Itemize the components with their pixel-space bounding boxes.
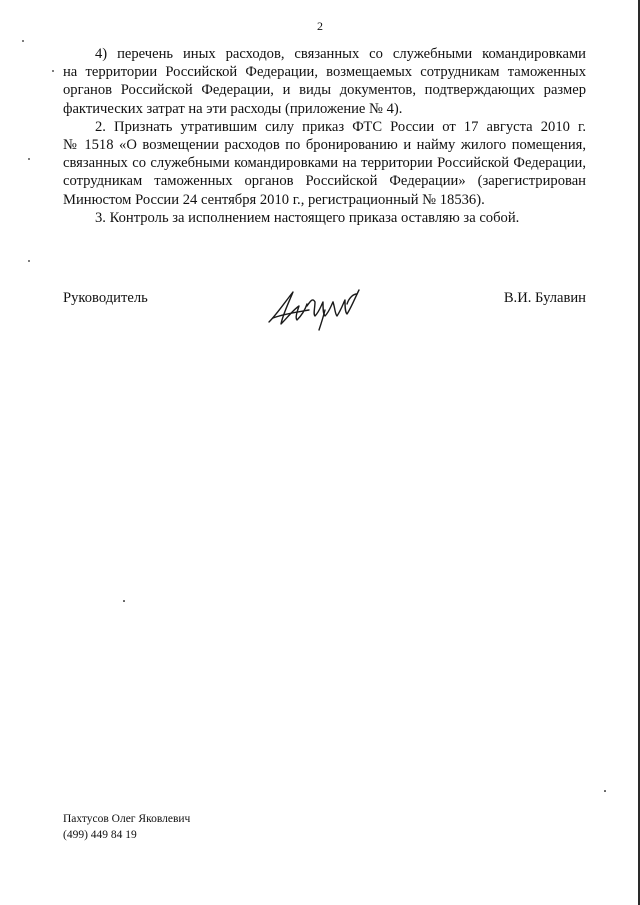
page-number: 2 <box>317 19 323 33</box>
scan-speck <box>28 260 30 262</box>
scan-speck <box>22 40 24 42</box>
signature-block <box>63 290 586 350</box>
signatory-title: Руководитель <box>63 290 148 306</box>
scan-speck <box>604 790 606 792</box>
signatory-name: В.И. Булавин <box>503 290 586 306</box>
executor-name: Пахтусов Олег Яковлевич <box>63 813 191 825</box>
paragraph-clause-3: 3. Контроль за исполнением настоящего приказа оставляю за собой. <box>95 209 520 226</box>
paragraph-item-4: 4) перечень иных расходов, связанных со служебными командировками на территории Российской Федерации, возмещаемых сотрудникам таможенных органов Российской Федерации, и виды документов, подтверждающих размер фактических затрат на эти расходы (приложение № 4). <box>63 46 586 117</box>
document-body <box>63 45 586 227</box>
scan-speck <box>52 70 54 72</box>
executor-phone: (499) 449 84 19 <box>63 829 137 841</box>
executor-block <box>63 811 190 843</box>
scan-speck <box>28 158 30 160</box>
scan-speck <box>123 600 125 602</box>
handwritten-signature <box>263 284 373 332</box>
paragraph-clause-2: 2. Признать утратившим силу приказ ФТС России от 17 августа 2010 г. № 1518 «О возмещении расходов по бронированию и найму жилого помещения, связанных со служебными командировками на территории Российской Федерации, сотрудникам таможенных органов Российской Федерации» (зарегистрирован Минюстом России 24 сентября 2010 г., регистрационный № 18536). <box>63 118 586 208</box>
